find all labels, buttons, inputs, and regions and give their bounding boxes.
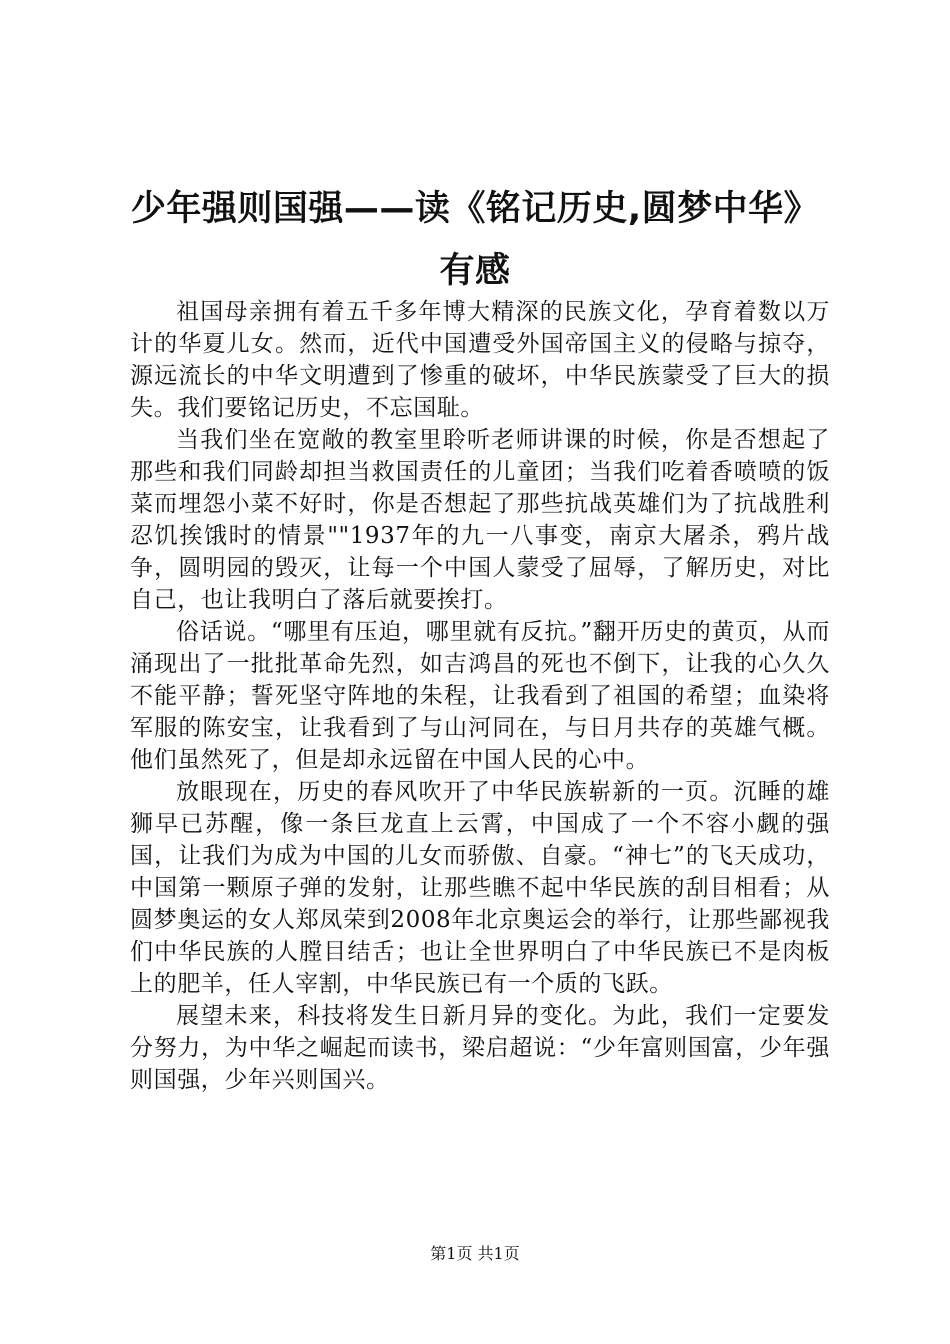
- paragraph-2: 当我们坐在宽敞的教室里聆听老师讲课的时候，你是否想起了那些和我们同龄却担当救国责任的儿童团；当我们吃着香喷喷的饭菜而埋怨小菜不好时，你是否想起了那些抗战英雄们为了抗战胜利忍饥挨饿时的情景""1937年的九一八事变，南京大屠杀，鸦片战争，圆明园的毁灭，让每一个中国人蒙受了屈辱，了解历史，对比自己，也让我明白了落后就要挨打。: [130, 427, 830, 613]
- paragraph-4: 放眼现在，历史的春风吹开了中华民族崭新的一页。沉睡的雄狮早已苏醒，像一条巨龙直上云霄，中国成了一个不容小觑的强国，让我们为成为中国的儿女而骄傲、自豪。“神七”的飞天成功，中国第一颗原子弹的发射，让那些瞧不起中华民族的刮目相看；从圆梦奥运的女人郑凤荣到2008年北京奥运会的举行，让那些鄙视我们中华民族的人膛目结舌；也让全世界明白了中华民族已不是肉板上的肥羊，任人宰割，中华民族已有一个质的飞跃。: [130, 779, 830, 997]
- paragraph-3: 俗话说。“哪里有压迫，哪里就有反抗。”翻开历史的黄页，从而涌现出了一批批革命先烈，如吉鸿昌的死也不倒下，让我的心久久不能平静；誓死坚守阵地的朱程，让我看到了祖国的希望；血染将军服的陈安宝，让我看到了与山河同在，与日月共存的英雄气概。他们虽然死了，但是却永远留在中国人民的心中。: [130, 619, 830, 773]
- document-body: [130, 296, 830, 1096]
- paragraph-1: 祖国母亲拥有着五千多年博大精深的民族文化，孕育着数以万计的华夏儿女。然而，近代中国遭受外国帝国主义的侵略与掠夺，源远流长的中华文明遭到了惨重的破坏，中华民族蒙受了巨大的损失。我们要铭记历史，不忘国耻。: [130, 299, 830, 421]
- paragraph-5: 展望未来，科技将发生日新月异的变化。为此，我们一定要发分努力，为中华之崛起而读书，梁启超说：“少年富则国富，少年强则国强，少年兴则国兴。: [130, 1003, 830, 1093]
- document-title: 少年强则国强——读《铭记历史,圆梦中华》有感: [130, 189, 820, 291]
- page-footer: 第1页 共1页: [430, 1244, 520, 1263]
